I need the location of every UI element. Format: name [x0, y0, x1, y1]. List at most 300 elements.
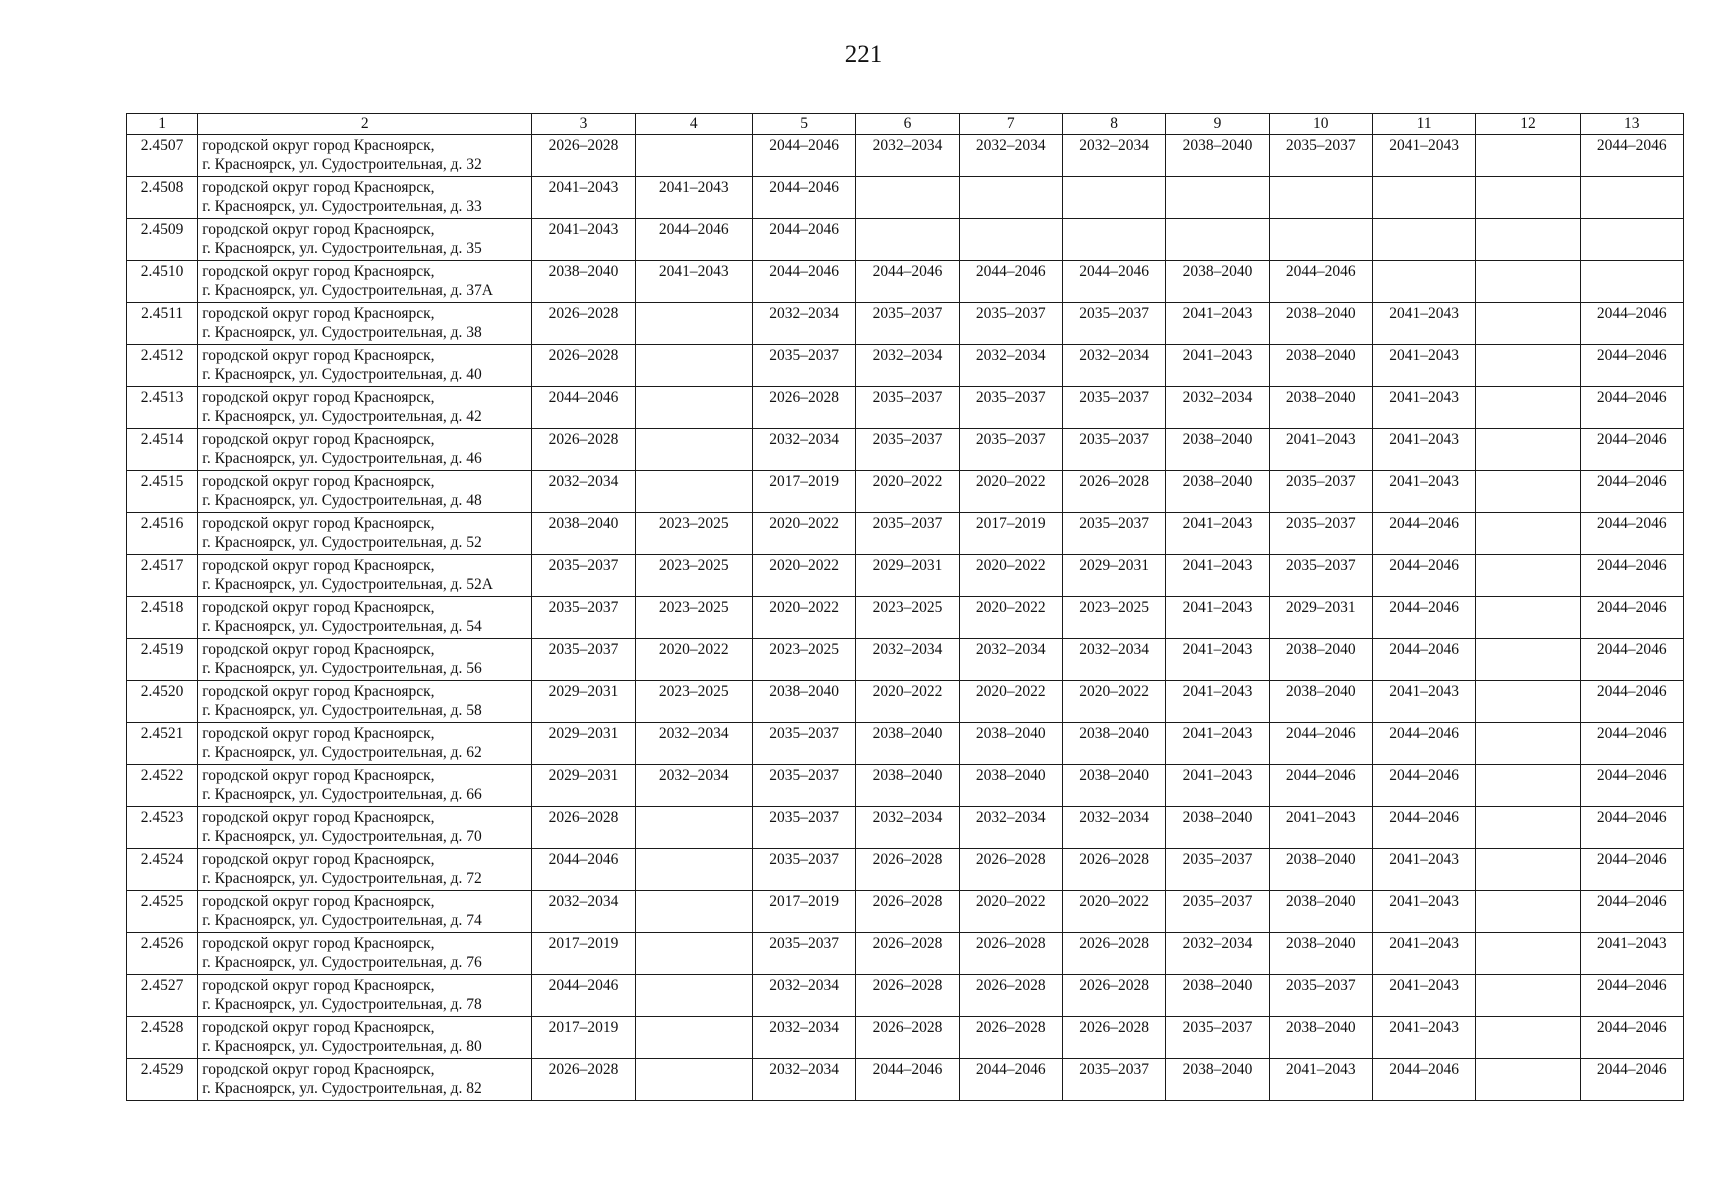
- address-street: г. Красноярск, ул. Судостроительная, д. 42: [202, 408, 482, 425]
- period-cell-col-12: [1476, 219, 1580, 261]
- row-number: 2.4507: [127, 135, 198, 177]
- address-cell: [198, 135, 532, 177]
- period-cell-col-6: 2044–2046: [856, 261, 959, 303]
- address-cell: [198, 345, 532, 387]
- period-cell-col-7: 2020–2022: [959, 891, 1062, 933]
- period-cell-col-10: 2035–2037: [1269, 513, 1372, 555]
- period-cell-col-4: [635, 471, 752, 513]
- table-row: [127, 849, 1684, 891]
- row-number: 2.4512: [127, 345, 198, 387]
- period-cell-col-10: 2038–2040: [1269, 1017, 1372, 1059]
- table-row: [127, 975, 1684, 1017]
- period-cell-col-3: 2017–2019: [532, 1017, 635, 1059]
- address-cell: [198, 1017, 532, 1059]
- address-municipality: городской округ город Красноярск,: [202, 977, 435, 994]
- period-cell-col-8: 2035–2037: [1062, 513, 1165, 555]
- address-street: г. Красноярск, ул. Судостроительная, д. 32: [202, 156, 482, 173]
- table-body: [127, 135, 1684, 1101]
- period-cell-col-11: 2041–2043: [1372, 681, 1475, 723]
- period-cell-col-11: 2044–2046: [1372, 555, 1475, 597]
- period-cell-col-8: 2026–2028: [1062, 933, 1165, 975]
- period-cell-col-11: 2041–2043: [1372, 471, 1475, 513]
- row-number: 2.4517: [127, 555, 198, 597]
- period-cell-col-10: 2038–2040: [1269, 891, 1372, 933]
- address-street: г. Красноярск, ул. Судостроительная, д. 35: [202, 240, 482, 257]
- period-cell-col-11: 2044–2046: [1372, 597, 1475, 639]
- address-street: г. Красноярск, ул. Судостроительная, д. 56: [202, 660, 482, 677]
- address-street: г. Красноярск, ул. Судостроительная, д. 46: [202, 450, 482, 467]
- period-cell-col-4: 2032–2034: [635, 723, 752, 765]
- period-cell-col-4: [635, 975, 752, 1017]
- period-cell-col-12: [1476, 387, 1580, 429]
- table-row: [127, 933, 1684, 975]
- period-cell-col-13: [1580, 261, 1683, 303]
- period-cell-col-10: 2041–2043: [1269, 1059, 1372, 1101]
- address-cell: [198, 219, 532, 261]
- period-cell-col-12: [1476, 597, 1580, 639]
- period-cell-col-13: 2044–2046: [1580, 849, 1683, 891]
- row-number: 2.4516: [127, 513, 198, 555]
- period-cell-col-8: 2038–2040: [1062, 723, 1165, 765]
- period-cell-col-10: 2035–2037: [1269, 135, 1372, 177]
- period-cell-col-13: [1580, 177, 1683, 219]
- column-header: 11: [1372, 114, 1475, 135]
- table-row: [127, 555, 1684, 597]
- period-cell-col-10: [1269, 219, 1372, 261]
- row-number: 2.4510: [127, 261, 198, 303]
- address-municipality: городской округ город Красноярск,: [202, 389, 435, 406]
- row-number: 2.4519: [127, 639, 198, 681]
- period-cell-col-9: 2038–2040: [1166, 471, 1269, 513]
- period-cell-col-3: 2029–2031: [532, 723, 635, 765]
- schedule-table: [126, 113, 1684, 1101]
- period-cell-col-6: 2035–2037: [856, 513, 959, 555]
- row-number: 2.4515: [127, 471, 198, 513]
- period-cell-col-13: 2044–2046: [1580, 1017, 1683, 1059]
- period-cell-col-8: 2029–2031: [1062, 555, 1165, 597]
- row-number: 2.4521: [127, 723, 198, 765]
- address-municipality: городской округ город Красноярск,: [202, 767, 435, 784]
- period-cell-col-7: 2020–2022: [959, 555, 1062, 597]
- period-cell-col-6: 2026–2028: [856, 975, 959, 1017]
- period-cell-col-9: 2035–2037: [1166, 849, 1269, 891]
- period-cell-col-5: 2032–2034: [752, 303, 855, 345]
- address-municipality: городской округ город Красноярск,: [202, 179, 435, 196]
- address-cell: [198, 513, 532, 555]
- table-row: [127, 135, 1684, 177]
- period-cell-col-11: 2041–2043: [1372, 1017, 1475, 1059]
- period-cell-col-12: [1476, 765, 1580, 807]
- period-cell-col-4: 2023–2025: [635, 597, 752, 639]
- period-cell-col-13: 2041–2043: [1580, 933, 1683, 975]
- period-cell-col-13: 2044–2046: [1580, 513, 1683, 555]
- period-cell-col-3: 2029–2031: [532, 681, 635, 723]
- period-cell-col-3: 2035–2037: [532, 639, 635, 681]
- period-cell-col-11: 2044–2046: [1372, 513, 1475, 555]
- address-street: г. Красноярск, ул. Судостроительная, д. 62: [202, 744, 482, 761]
- period-cell-col-9: 2038–2040: [1166, 1059, 1269, 1101]
- period-cell-col-13: 2044–2046: [1580, 1059, 1683, 1101]
- period-cell-col-12: [1476, 471, 1580, 513]
- period-cell-col-11: 2041–2043: [1372, 303, 1475, 345]
- period-cell-col-8: 2032–2034: [1062, 135, 1165, 177]
- table-row: [127, 723, 1684, 765]
- row-number: 2.4528: [127, 1017, 198, 1059]
- period-cell-col-8: 2035–2037: [1062, 1059, 1165, 1101]
- period-cell-col-4: 2023–2025: [635, 681, 752, 723]
- period-cell-col-8: [1062, 219, 1165, 261]
- address-municipality: городской округ город Красноярск,: [202, 599, 435, 616]
- address-cell: [198, 177, 532, 219]
- period-cell-col-7: 2044–2046: [959, 1059, 1062, 1101]
- period-cell-col-10: 2035–2037: [1269, 471, 1372, 513]
- period-cell-col-3: 2026–2028: [532, 1059, 635, 1101]
- period-cell-col-3: 2029–2031: [532, 765, 635, 807]
- period-cell-col-13: 2044–2046: [1580, 345, 1683, 387]
- column-header: 6: [856, 114, 959, 135]
- row-number: 2.4508: [127, 177, 198, 219]
- period-cell-col-13: 2044–2046: [1580, 975, 1683, 1017]
- table-row: [127, 345, 1684, 387]
- header-row: [127, 114, 1684, 135]
- period-cell-col-8: 2038–2040: [1062, 765, 1165, 807]
- table-row: [127, 303, 1684, 345]
- period-cell-col-13: 2044–2046: [1580, 765, 1683, 807]
- address-municipality: городской округ город Красноярск,: [202, 515, 435, 532]
- address-street: г. Красноярск, ул. Судостроительная, д. 38: [202, 324, 482, 341]
- table-row: [127, 261, 1684, 303]
- period-cell-col-12: [1476, 135, 1580, 177]
- period-cell-col-10: 2041–2043: [1269, 429, 1372, 471]
- period-cell-col-6: 2026–2028: [856, 933, 959, 975]
- period-cell-col-7: 2038–2040: [959, 765, 1062, 807]
- address-municipality: городской округ город Красноярск,: [202, 641, 435, 658]
- period-cell-col-7: 2032–2034: [959, 807, 1062, 849]
- period-cell-col-5: 2032–2034: [752, 1059, 855, 1101]
- address-street: г. Красноярск, ул. Судостроительная, д. 48: [202, 492, 482, 509]
- period-cell-col-5: 2032–2034: [752, 975, 855, 1017]
- period-cell-col-12: [1476, 975, 1580, 1017]
- period-cell-col-4: 2023–2025: [635, 513, 752, 555]
- period-cell-col-5: 2035–2037: [752, 765, 855, 807]
- address-cell: [198, 597, 532, 639]
- table-row: [127, 1059, 1684, 1101]
- address-street: г. Красноярск, ул. Судостроительная, д. 37А: [202, 282, 493, 299]
- period-cell-col-8: 2032–2034: [1062, 639, 1165, 681]
- period-cell-col-9: 2041–2043: [1166, 597, 1269, 639]
- period-cell-col-8: 2026–2028: [1062, 471, 1165, 513]
- address-cell: [198, 975, 532, 1017]
- table-row: [127, 177, 1684, 219]
- period-cell-col-13: 2044–2046: [1580, 429, 1683, 471]
- period-cell-col-10: 2029–2031: [1269, 597, 1372, 639]
- period-cell-col-8: 2035–2037: [1062, 303, 1165, 345]
- period-cell-col-6: 2032–2034: [856, 639, 959, 681]
- period-cell-col-6: [856, 177, 959, 219]
- row-number: 2.4529: [127, 1059, 198, 1101]
- period-cell-col-13: 2044–2046: [1580, 555, 1683, 597]
- period-cell-col-8: 2035–2037: [1062, 387, 1165, 429]
- table-row: [127, 891, 1684, 933]
- period-cell-col-6: 2026–2028: [856, 891, 959, 933]
- address-municipality: городской округ город Красноярск,: [202, 893, 435, 910]
- period-cell-col-8: [1062, 177, 1165, 219]
- period-cell-col-5: 2035–2037: [752, 345, 855, 387]
- period-cell-col-7: 2035–2037: [959, 429, 1062, 471]
- address-street: г. Красноярск, ул. Судостроительная, д. 40: [202, 366, 482, 383]
- period-cell-col-10: 2038–2040: [1269, 345, 1372, 387]
- period-cell-col-12: [1476, 345, 1580, 387]
- period-cell-col-4: 2044–2046: [635, 219, 752, 261]
- table-row: [127, 639, 1684, 681]
- address-cell: [198, 261, 532, 303]
- table-row: [127, 765, 1684, 807]
- period-cell-col-9: 2038–2040: [1166, 135, 1269, 177]
- period-cell-col-3: 2026–2028: [532, 303, 635, 345]
- period-cell-col-4: [635, 303, 752, 345]
- period-cell-col-5: 2044–2046: [752, 261, 855, 303]
- table-row: [127, 471, 1684, 513]
- period-cell-col-5: 2044–2046: [752, 219, 855, 261]
- period-cell-col-12: [1476, 1017, 1580, 1059]
- period-cell-col-11: 2041–2043: [1372, 975, 1475, 1017]
- address-street: г. Красноярск, ул. Судостроительная, д. 52: [202, 534, 482, 551]
- period-cell-col-7: 2026–2028: [959, 933, 1062, 975]
- period-cell-col-5: 2026–2028: [752, 387, 855, 429]
- period-cell-col-5: 2023–2025: [752, 639, 855, 681]
- period-cell-col-11: 2041–2043: [1372, 387, 1475, 429]
- period-cell-col-7: [959, 219, 1062, 261]
- period-cell-col-10: 2038–2040: [1269, 387, 1372, 429]
- row-number: 2.4513: [127, 387, 198, 429]
- column-header: 10: [1269, 114, 1372, 135]
- address-street: г. Красноярск, ул. Судостроительная, д. 52А: [202, 576, 493, 593]
- row-number: 2.4518: [127, 597, 198, 639]
- period-cell-col-12: [1476, 303, 1580, 345]
- period-cell-col-7: [959, 177, 1062, 219]
- period-cell-col-5: 2017–2019: [752, 891, 855, 933]
- period-cell-col-7: 2035–2037: [959, 303, 1062, 345]
- period-cell-col-6: 2032–2034: [856, 345, 959, 387]
- address-municipality: городской округ город Красноярск,: [202, 347, 435, 364]
- period-cell-col-9: 2032–2034: [1166, 387, 1269, 429]
- address-cell: [198, 765, 532, 807]
- period-cell-col-4: [635, 849, 752, 891]
- address-municipality: городской округ город Красноярск,: [202, 809, 435, 826]
- period-cell-col-6: 2020–2022: [856, 471, 959, 513]
- period-cell-col-12: [1476, 555, 1580, 597]
- row-number: 2.4509: [127, 219, 198, 261]
- period-cell-col-8: 2026–2028: [1062, 849, 1165, 891]
- period-cell-col-5: 2035–2037: [752, 933, 855, 975]
- period-cell-col-11: 2041–2043: [1372, 345, 1475, 387]
- period-cell-col-9: 2041–2043: [1166, 345, 1269, 387]
- table-row: [127, 387, 1684, 429]
- period-cell-col-11: [1372, 219, 1475, 261]
- period-cell-col-12: [1476, 723, 1580, 765]
- period-cell-col-3: 2032–2034: [532, 471, 635, 513]
- period-cell-col-7: 2032–2034: [959, 345, 1062, 387]
- column-header: 2: [198, 114, 532, 135]
- address-municipality: городской округ город Красноярск,: [202, 683, 435, 700]
- period-cell-col-7: 2032–2034: [959, 135, 1062, 177]
- period-cell-col-13: 2044–2046: [1580, 639, 1683, 681]
- column-header: 7: [959, 114, 1062, 135]
- period-cell-col-4: [635, 1017, 752, 1059]
- period-cell-col-8: 2026–2028: [1062, 975, 1165, 1017]
- table-row: [127, 219, 1684, 261]
- period-cell-col-8: 2032–2034: [1062, 345, 1165, 387]
- period-cell-col-4: [635, 933, 752, 975]
- column-header: 9: [1166, 114, 1269, 135]
- period-cell-col-4: [635, 807, 752, 849]
- period-cell-col-5: 2020–2022: [752, 555, 855, 597]
- period-cell-col-5: 2035–2037: [752, 807, 855, 849]
- period-cell-col-11: 2044–2046: [1372, 639, 1475, 681]
- period-cell-col-9: [1166, 177, 1269, 219]
- period-cell-col-6: 2035–2037: [856, 387, 959, 429]
- period-cell-col-13: [1580, 219, 1683, 261]
- period-cell-col-12: [1476, 807, 1580, 849]
- period-cell-col-6: 2020–2022: [856, 681, 959, 723]
- period-cell-col-6: 2023–2025: [856, 597, 959, 639]
- table-row: [127, 597, 1684, 639]
- period-cell-col-4: 2041–2043: [635, 261, 752, 303]
- period-cell-col-9: [1166, 219, 1269, 261]
- table-row: [127, 681, 1684, 723]
- period-cell-col-10: 2038–2040: [1269, 639, 1372, 681]
- period-cell-col-13: 2044–2046: [1580, 303, 1683, 345]
- period-cell-col-6: 2026–2028: [856, 849, 959, 891]
- period-cell-col-12: [1476, 933, 1580, 975]
- column-header: 1: [127, 114, 198, 135]
- period-cell-col-5: 2035–2037: [752, 849, 855, 891]
- period-cell-col-3: 2038–2040: [532, 513, 635, 555]
- address-street: г. Красноярск, ул. Судостроительная, д. 78: [202, 996, 482, 1013]
- address-municipality: городской округ город Красноярск,: [202, 221, 435, 238]
- period-cell-col-3: 2026–2028: [532, 135, 635, 177]
- period-cell-col-9: 2038–2040: [1166, 429, 1269, 471]
- period-cell-col-13: 2044–2046: [1580, 807, 1683, 849]
- address-street: г. Красноярск, ул. Судостроительная, д. 58: [202, 702, 482, 719]
- period-cell-col-11: 2044–2046: [1372, 765, 1475, 807]
- period-cell-col-6: 2044–2046: [856, 1059, 959, 1101]
- period-cell-col-7: 2032–2034: [959, 639, 1062, 681]
- period-cell-col-13: 2044–2046: [1580, 135, 1683, 177]
- row-number: 2.4523: [127, 807, 198, 849]
- address-cell: [198, 807, 532, 849]
- period-cell-col-6: 2032–2034: [856, 807, 959, 849]
- address-street: г. Красноярск, ул. Судостроительная, д. 70: [202, 828, 482, 845]
- period-cell-col-10: 2038–2040: [1269, 681, 1372, 723]
- period-cell-col-5: 2017–2019: [752, 471, 855, 513]
- period-cell-col-4: [635, 429, 752, 471]
- period-cell-col-8: 2035–2037: [1062, 429, 1165, 471]
- period-cell-col-8: 2020–2022: [1062, 891, 1165, 933]
- period-cell-col-11: 2041–2043: [1372, 849, 1475, 891]
- address-municipality: городской округ город Красноярск,: [202, 557, 435, 574]
- period-cell-col-12: [1476, 639, 1580, 681]
- period-cell-col-12: [1476, 429, 1580, 471]
- period-cell-col-10: 2044–2046: [1269, 261, 1372, 303]
- period-cell-col-9: 2041–2043: [1166, 513, 1269, 555]
- period-cell-col-10: 2038–2040: [1269, 303, 1372, 345]
- period-cell-col-9: 2041–2043: [1166, 765, 1269, 807]
- address-street: г. Красноярск, ул. Судостроительная, д. 76: [202, 954, 482, 971]
- period-cell-col-10: 2035–2037: [1269, 975, 1372, 1017]
- period-cell-col-7: 2020–2022: [959, 471, 1062, 513]
- address-cell: [198, 639, 532, 681]
- period-cell-col-11: 2041–2043: [1372, 891, 1475, 933]
- period-cell-col-6: 2026–2028: [856, 1017, 959, 1059]
- period-cell-col-7: 2035–2037: [959, 387, 1062, 429]
- row-number: 2.4525: [127, 891, 198, 933]
- period-cell-col-7: 2026–2028: [959, 975, 1062, 1017]
- period-cell-col-4: 2032–2034: [635, 765, 752, 807]
- period-cell-col-12: [1476, 849, 1580, 891]
- period-cell-col-5: 2020–2022: [752, 597, 855, 639]
- period-cell-col-9: 2035–2037: [1166, 1017, 1269, 1059]
- period-cell-col-5: 2044–2046: [752, 135, 855, 177]
- period-cell-col-4: [635, 891, 752, 933]
- address-municipality: городской округ город Красноярск,: [202, 263, 435, 280]
- period-cell-col-4: [635, 345, 752, 387]
- column-header: 12: [1476, 114, 1580, 135]
- period-cell-col-7: 2017–2019: [959, 513, 1062, 555]
- period-cell-col-3: 2035–2037: [532, 555, 635, 597]
- period-cell-col-11: [1372, 177, 1475, 219]
- period-cell-col-6: 2035–2037: [856, 303, 959, 345]
- period-cell-col-7: 2026–2028: [959, 1017, 1062, 1059]
- period-cell-col-9: 2041–2043: [1166, 303, 1269, 345]
- address-cell: [198, 933, 532, 975]
- column-header: 8: [1062, 114, 1165, 135]
- period-cell-col-9: 2041–2043: [1166, 723, 1269, 765]
- address-cell: [198, 555, 532, 597]
- period-cell-col-11: 2044–2046: [1372, 807, 1475, 849]
- table-row: [127, 429, 1684, 471]
- address-cell: [198, 723, 532, 765]
- table-row: [127, 807, 1684, 849]
- period-cell-col-6: 2029–2031: [856, 555, 959, 597]
- period-cell-col-5: 2044–2046: [752, 177, 855, 219]
- period-cell-col-11: [1372, 261, 1475, 303]
- table-row: [127, 513, 1684, 555]
- period-cell-col-13: 2044–2046: [1580, 387, 1683, 429]
- row-number: 2.4511: [127, 303, 198, 345]
- address-municipality: городской округ город Красноярск,: [202, 851, 435, 868]
- address-street: г. Красноярск, ул. Судостроительная, д. 66: [202, 786, 482, 803]
- row-number: 2.4526: [127, 933, 198, 975]
- address-cell: [198, 429, 532, 471]
- period-cell-col-13: 2044–2046: [1580, 891, 1683, 933]
- period-cell-col-7: 2038–2040: [959, 723, 1062, 765]
- period-cell-col-13: 2044–2046: [1580, 681, 1683, 723]
- period-cell-col-12: [1476, 177, 1580, 219]
- period-cell-col-3: 2038–2040: [532, 261, 635, 303]
- address-street: г. Красноярск, ул. Судостроительная, д. 33: [202, 198, 482, 215]
- period-cell-col-13: 2044–2046: [1580, 597, 1683, 639]
- address-cell: [198, 471, 532, 513]
- address-municipality: городской округ город Красноярск,: [202, 1019, 435, 1036]
- address-cell: [198, 891, 532, 933]
- period-cell-col-3: 2035–2037: [532, 597, 635, 639]
- period-cell-col-12: [1476, 1059, 1580, 1101]
- column-header: 4: [635, 114, 752, 135]
- period-cell-col-9: 2041–2043: [1166, 681, 1269, 723]
- period-cell-col-12: [1476, 261, 1580, 303]
- period-cell-col-11: 2044–2046: [1372, 723, 1475, 765]
